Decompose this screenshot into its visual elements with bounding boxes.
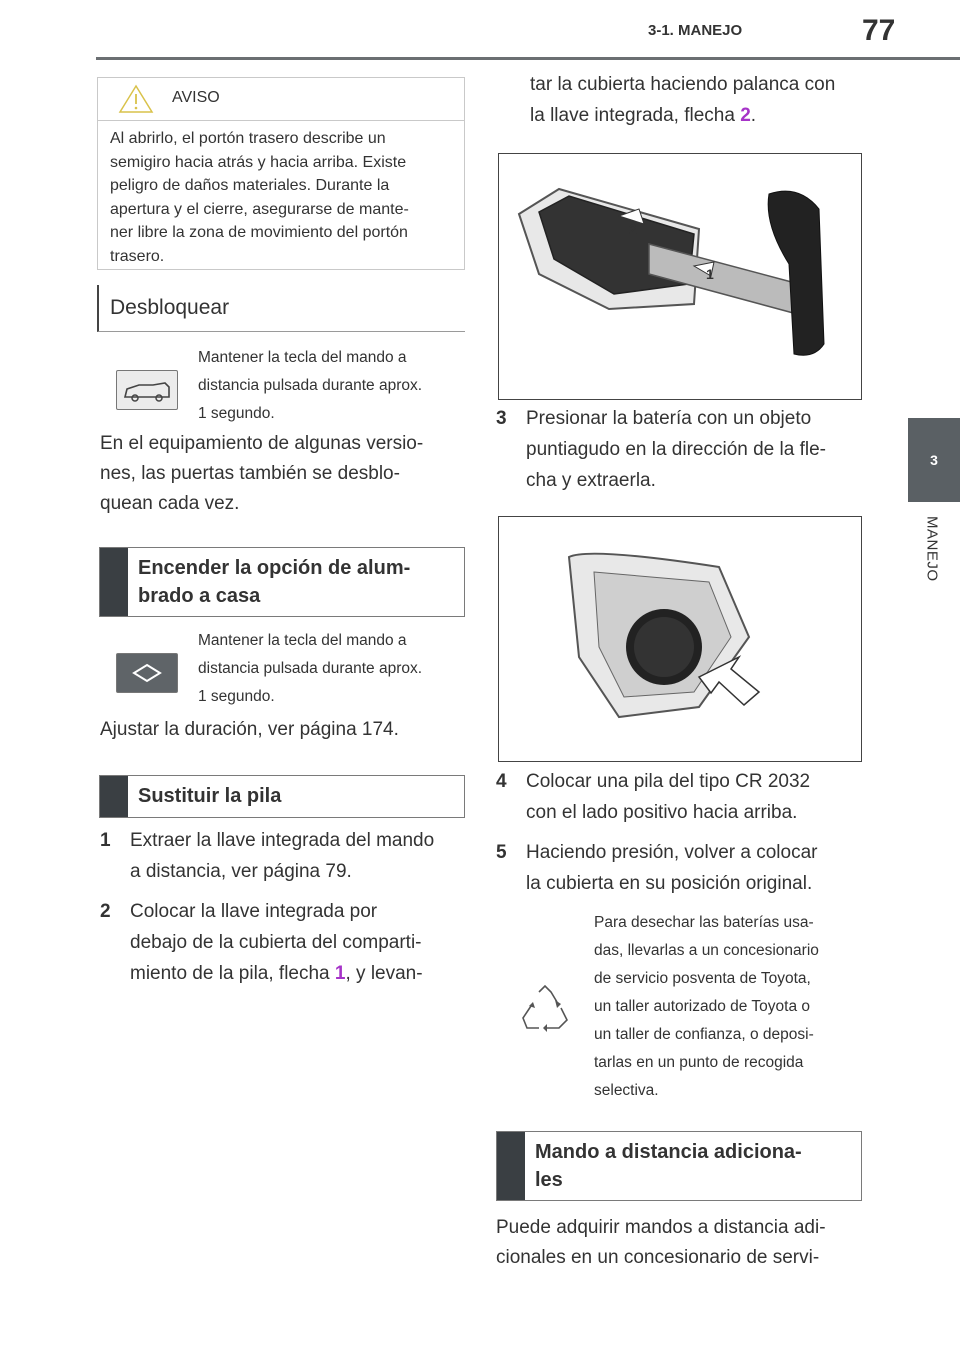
- subheading-desbloquear: Desbloquear: [97, 285, 465, 332]
- step-2-continued: tar la cubierta haciendo palanca con la llave integrada, flecha 2.: [530, 74, 836, 126]
- figure-key-cover: [498, 153, 862, 400]
- section-title: 3-1. MANEJO: [648, 22, 743, 39]
- alumbrado-body: Ajustar la duración, ver página 174.: [100, 719, 399, 740]
- section-header-adicionales: Mando a distancia adiciona- les: [496, 1131, 862, 1201]
- battery-illustration: [499, 517, 861, 761]
- warning-text: Al abrirlo, el portón trasero describe un semigiro hacia atrás y hacia arriba. Existe peligro de daños materiales. Durante la apertura y el cierre, asegurarse de mante- ner libre la zona de movimiento del portón trasero.: [110, 130, 409, 265]
- light-key-button: [116, 653, 178, 693]
- header-rule: [96, 57, 960, 60]
- recycle-text: Para desechar las baterías usa- das, llevarlas a un concesionario de servicio posventa de Toyota, un taller autorizado de Toyota o un taller de confianza, o deposi- tarlas en un punto de recogida selectiva.: [594, 914, 819, 1099]
- warning-box: [97, 77, 465, 270]
- section-header-pila: Sustituir la pila: [99, 775, 465, 818]
- section-header-alumbrado: Encender la opción de alum- brado a casa: [99, 547, 465, 617]
- car-tailgate-icon: [117, 371, 177, 409]
- desbloquear-body: En el equipamiento de algunas versio- nes, las puertas también se desblo- quean cada vez.: [100, 433, 424, 514]
- recycle-icon: [519, 984, 571, 1034]
- page-number: 77: [862, 14, 896, 47]
- chapter-label: MANEJO: [923, 516, 941, 582]
- arrow-label-2: 2: [629, 221, 637, 237]
- figure-battery: [498, 516, 862, 762]
- tailgate-key-button: [116, 370, 178, 410]
- diamond-light-icon: [117, 654, 177, 692]
- alumbrado-key-text: Mantener la tecla del mando a distancia pulsada durante aprox. 1 segundo.: [198, 632, 423, 705]
- key-cover-illustration: [499, 154, 861, 399]
- warning-triangle-icon: [118, 84, 154, 114]
- adicionales-body: Puede adquirir mandos a distancia adi- cionales en un concesionario de servi-: [496, 1217, 826, 1268]
- chapter-tab[interactable]: 3: [908, 418, 960, 502]
- warning-label: AVISO: [172, 89, 220, 106]
- step-2: 2 Colocar la llave integrada por debajo de la cubierta del comparti- miento de la pila, flecha 1, y levan-: [100, 901, 423, 984]
- step-3: 3 Presionar la batería con un objeto puntiagudo en la dirección de la fle- cha y extraerla.: [496, 408, 826, 491]
- step-4: 4 Colocar una pila del tipo CR 2032 con el lado positivo hacia arriba.: [496, 771, 811, 823]
- desbloquear-key-text: Mantener la tecla del mando a distancia pulsada durante aprox. 1 segundo.: [198, 349, 423, 422]
- arrow-label-1: 1: [706, 266, 714, 282]
- step-1: 1 Extraer la llave integrada del mando a distancia, ver página 79.: [100, 830, 435, 882]
- step-5: 5 Haciendo presión, volver a colocar la cubierta en su posición original.: [496, 842, 818, 894]
